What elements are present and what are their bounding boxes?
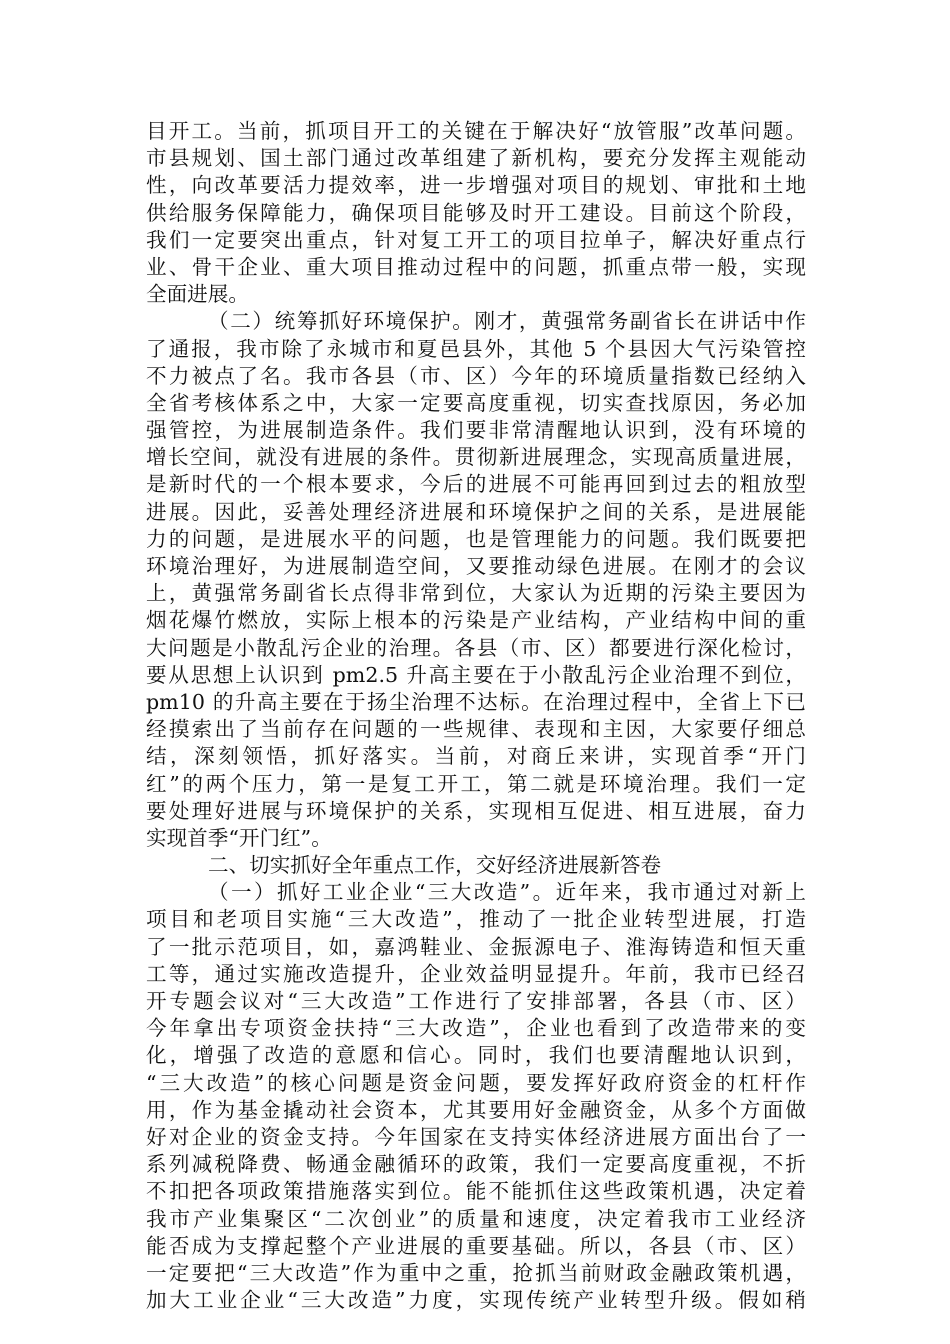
text-line: 经摸索出了当前存在问题的一些规律、表现和主因，大家要仔细总 xyxy=(146,717,806,742)
paragraph-heading: （二）统筹抓好环境保护。刚才，黄强常务副省长在讲话中作 xyxy=(208,309,806,334)
text-line: 环境治理好，为进展制造空间，又要推动绿色进展。在刚才的会议 xyxy=(146,554,806,578)
text-line: 用，作为基金撬动社会资本，尤其要用好金融资金，从多个方面做 xyxy=(146,1097,806,1122)
text-line: 市县规划、国土部门通过改革组建了新机构，要充分发挥主观能动 xyxy=(146,146,806,171)
text-line: 化，增强了改造的意愿和信心。同时，我们也要清醒地认识到， xyxy=(146,1043,806,1068)
text-line: pm10 的升高主要在于扬尘治理不达标。在治理过程中，全省上下已 xyxy=(146,689,806,714)
text-line: 我市产业集聚区“二次创业”的质量和速度，决定着我市工业经济 xyxy=(146,1206,806,1231)
text-line: 系列减税降费、畅通金融循环的政策，我们一定要高度重视，不折 xyxy=(146,1152,806,1177)
text-line: 开专题会议对“三大改造”工作进行了安排部署，各县（市、区） xyxy=(146,989,806,1013)
text-line: 今年拿出专项资金扶持“三大改造”，企业也看到了改造带来的变 xyxy=(146,1016,806,1041)
text-line: 性，向改革要活力提效率，进一步增强对项目的规划、审批和土地 xyxy=(146,173,806,198)
text-line: 要处理好进展与环境保护的关系，实现相互促进、相互进展，奋力 xyxy=(146,798,806,823)
text-line: 了通报，我市除了永城市和夏邑县外，其他 5 个县因大气污染管控 xyxy=(146,336,806,361)
text-line: “三大改造”的核心问题是资金问题，要发挥好政府资金的杠杆作 xyxy=(146,1070,806,1095)
text-line: 加大工业企业“三大改造”力度，实现传统产业转型升级。假如稍 xyxy=(146,1288,806,1313)
text-line: 全省考核体系之中，大家一定要高度重视，切实查找原因，务必加 xyxy=(146,390,806,415)
text-line: 红”的两个压力，第一是复工开工，第二就是环境治理。我们一定 xyxy=(146,771,806,796)
text-line: 全面进展。 xyxy=(146,282,249,307)
paragraph-heading: （一）抓好工业企业“三大改造”。近年来，我市通过对新上 xyxy=(208,880,806,905)
text-line: 一定要把“三大改造”作为重中之重，抢抓当前财政金融政策机遇， xyxy=(146,1260,806,1285)
text-line: 是新时代的一个根本要求，今后的进展不可能再回到过去的粗放型 xyxy=(146,472,806,497)
section-heading: 二、切实抓好全年重点工作，交好经济进展新答卷 xyxy=(208,853,662,878)
text-line: 力的问题，是进展水平的问题，也是管理能力的问题。我们既要把 xyxy=(146,526,806,551)
text-line: 烟花爆竹燃放，实际上根本的污染是产业结构，产业结构中间的重 xyxy=(146,608,806,633)
text-line: 强管控，为进展制造条件。我们要非常清醒地认识到，没有环境的 xyxy=(146,418,806,443)
text-line: 实现首季“开门红”。 xyxy=(146,825,332,850)
text-line: 不扣把各项政策措施落实到位。能不能抓住这些政策机遇，决定着 xyxy=(146,1179,806,1204)
text-line: 目开工。当前，抓项目开工的关键在于解决好“放管服”改革问题。 xyxy=(146,119,806,143)
text-line: 不力被点了名。我市各县（市、区）今年的环境质量指数已经纳入 xyxy=(146,363,806,388)
text-line: 我们一定要突出重点，针对复工开工的项目拉单子，解决好重点行 xyxy=(146,227,806,252)
text-line: 上，黄强常务副省长点得非常到位，大家认为近期的污染主要因为 xyxy=(146,581,806,606)
text-line: 要从思想上认识到 pm2.5 升高主要在于小散乱污企业治理不到位， xyxy=(146,662,806,687)
text-line: 增长空间，就没有进展的条件。贯彻新进展理念，实现高质量进展， xyxy=(146,445,806,470)
document-body xyxy=(146,118,806,1314)
text-line: 了一批示范项目，如，嘉鸿鞋业、金振源电子、淮海铸造和恒天重 xyxy=(146,934,806,959)
text-line: 项目和老项目实施“三大改造”，推动了一批企业转型进展，打造 xyxy=(146,907,806,932)
text-line: 进展。因此，妥善处理经济进展和环境保护之间的关系，是进展能 xyxy=(146,499,806,524)
text-line: 工等，通过实施改造提升，企业效益明显提升。年前，我市已经召 xyxy=(146,961,806,986)
text-line: 大问题是小散乱污企业的治理。各县（市、区）都要进行深化检讨， xyxy=(146,635,806,660)
text-line: 业、骨干企业、重大项目推动过程中的问题，抓重点带一般，实现 xyxy=(146,254,806,279)
text-line: 结，深刻领悟，抓好落实。当前，对商丘来讲，实现首季“开门 xyxy=(146,744,806,769)
text-line: 能否成为支撑起整个产业进展的重要基础。所以，各县（市、区） xyxy=(146,1233,806,1258)
text-line: 好对企业的资金支持。今年国家在支持实体经济进展方面出台了一 xyxy=(146,1124,806,1149)
text-line: 供给服务保障能力，确保项目能够及时开工建设。目前这个阶段， xyxy=(146,200,806,225)
